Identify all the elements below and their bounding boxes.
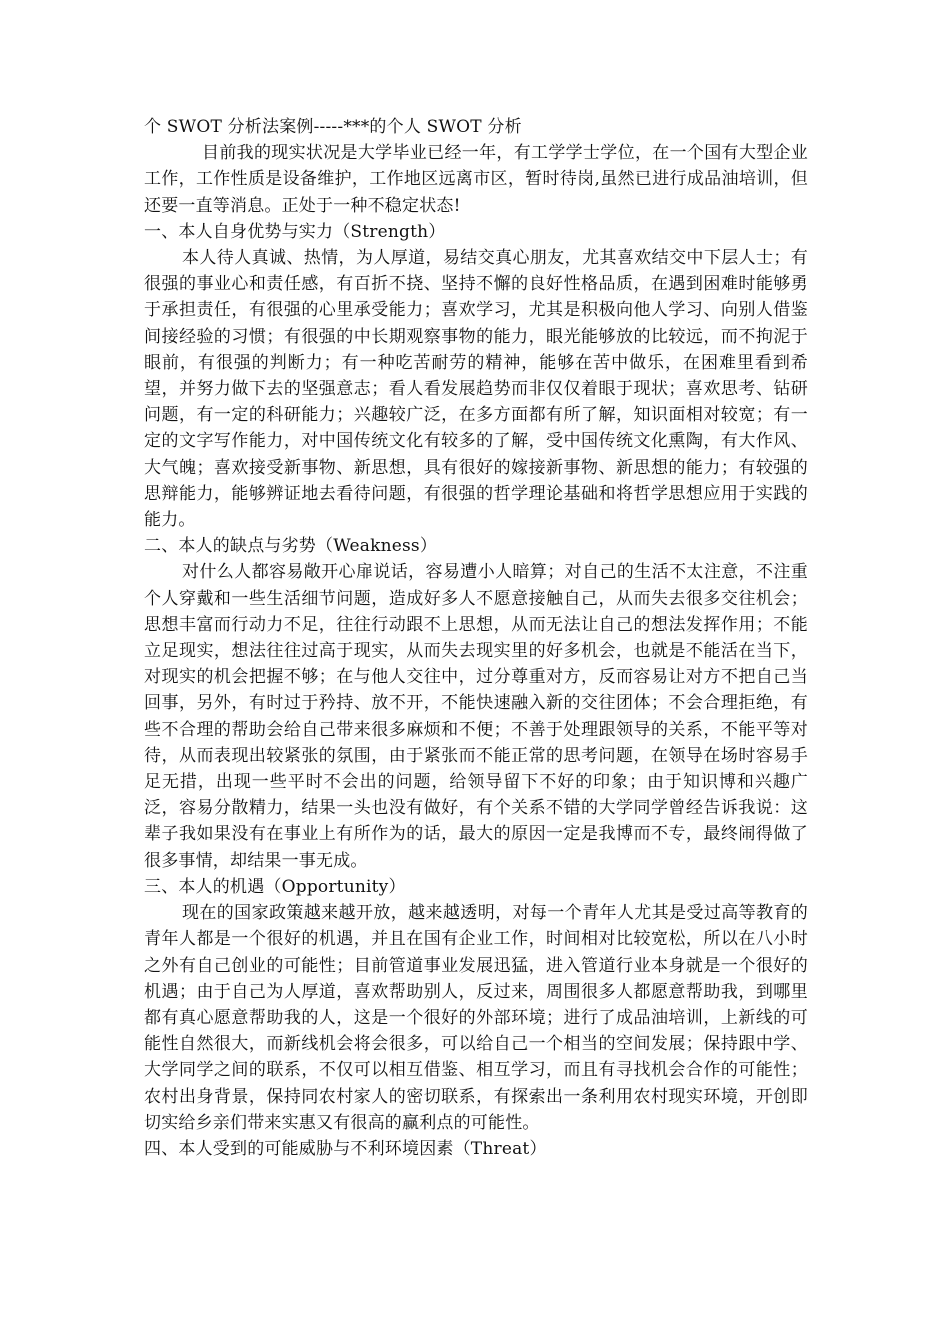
section-heading-threat: 四、本人受到的可能威胁与不利环境因素（Threat） bbox=[144, 1138, 547, 1159]
section-heading-weakness: 二、本人的缺点与劣势（Weakness） bbox=[144, 536, 438, 557]
document-page bbox=[144, 114, 808, 1162]
section-body-opportunity: 现在的国家政策越来越开放，越来越透明，对每一个青年人尤其是受过高等教育的青年人都是一个很好的机遇，并且在国有企业工作，时间相对比较宽松，所以在八小时之外有自己创业的可能性；目前管道事业发展迅猛，进入管道行业本身就是一个很好的机遇；由于自己为人厚道，喜欢帮助别人，反过来，周围很多人都愿意帮助我，到哪里都有真心愿意帮助我的人，这是一个很好的外部环境；进行了成品油培训，上新线的可能性自然很大，而新线机会将会很多，可以给自己一个相当的空间发展；保持跟中学、大学同学之间的联系，不仅可以相互借鉴、相互学习，而且有寻找机会合作的可能性；农村出身背景，保持同农村家人的密切联系，有探索出一条利用农村现实环境，开创即切实给乡亲们带来实惠又有很高的赢利点的可能性。 bbox=[144, 903, 808, 1133]
section-heading-opportunity: 三、本人的机遇（Opportunity） bbox=[144, 876, 406, 897]
section-body-strength: 本人待人真诚、热情，为人厚道，易结交真心朋友，尤其喜欢结交中下层人士；有很强的事业心和责任感，有百折不挠、坚持不懈的良好性格品质，在遇到困难时能够勇于承担责任，有很强的心里承受能力；喜欢学习，尤其是积极向他人学习、向别人借鉴间接经验的习惯；有很强的中长期观察事物的能力，眼光能够放的比较远，而不拘泥于眼前，有很强的判断力；有一种吃苦耐劳的精神，能够在苦中做乐，在困难里看到希望，并努力做下去的坚强意志；看人看发展趋势而非仅仅着眼于现状；喜欢思考、钻研问题，有一定的科研能力；兴趣较广泛，在多方面都有所了解，知识面相对较宽；有一定的文字写作能力，对中国传统文化有较多的了解，受中国传统文化熏陶，有大作风、大气魄；喜欢接受新事物、新思想，具有很好的嫁接新事物、新思想的能力；有较强的思辩能力，能够辨证地去看待问题，有很强的哲学理论基础和将哲学思想应用于实践的能力。 bbox=[144, 248, 808, 531]
section-body-weakness: 对什么人都容易敞开心扉说话，容易遭小人暗算；对自己的生活不太注意，不注重个人穿戴和一些生活细节问题，造成好多人不愿意接触自己，从而失去很多交往机会；思想丰富而行动力不足，往往行动跟不上思想，从而无法让自己的想法发挥作用；不能立足现实，想法往往过高于现实，从而失去现实里的好多机会，也就是不能活在当下，对现实的机会把握不够；在与他人交往中，过分尊重对方，反而容易让对方不把自己当回事，另外，有时过于矜持、放不开，不能快速融入新的交往团体；不会合理拒绝，有些不合理的帮助会给自己带来很多麻烦和不便；不善于处理跟领导的关系，不能平等对待，从而表现出较紧张的氛围，由于紧张而不能正常的思考问题，在领导在场时容易手足无措，出现一些平时不会出的问题，给领导留下不好的印象；由于知识博和兴趣广泛，容易分散精力，结果一头也没有做好，有个关系不错的大学同学曾经告诉我说：这辈子我如果没有在事业上有所作为的话，最大的原因一定是我博而不专，最终闹得做了很多事情，却结果一事无成。 bbox=[144, 562, 808, 871]
section-heading-strength: 一、本人自身优势与实力（Strength） bbox=[144, 221, 446, 242]
intro-paragraph: 目前我的现实状况是大学毕业已经一年，有工学学士学位，在一个国有大型企业工作，工作性质是设备维护，工作地区远离市区，暂时待岗,虽然已进行成品油培训，但还要一直等消息。正处于一种不稳定状态! bbox=[144, 143, 808, 216]
document-title: 个 SWOT 分析法案例-----***的个人 SWOT 分析 bbox=[144, 117, 522, 137]
